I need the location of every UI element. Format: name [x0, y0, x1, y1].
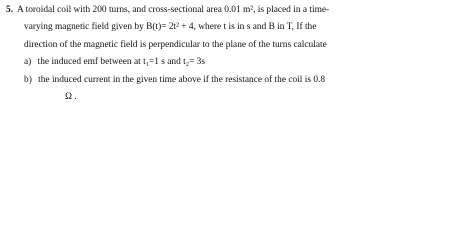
problem-text-line-1: A toroidal coil with 200 turns, and cross-sectional area 0.01 m², is placed in a time-	[17, 5, 330, 15]
part-b-text: the induced current in the given time above if the resistance of the coil is 0.8	[38, 74, 326, 85]
problem-number: 5.	[6, 5, 14, 15]
part-a	[24, 54, 205, 72]
part-b	[24, 72, 325, 90]
problem-text-line-3: direction of the magnetic field is perpendicular to the plane of the turns calculate	[24, 39, 327, 50]
part-b-continuation: Ω .	[65, 92, 77, 102]
problem-line-1	[6, 2, 329, 20]
part-b-label: b)	[24, 74, 32, 85]
part-a-label: a)	[24, 57, 32, 67]
problem-text-line-2: varying magnetic field given by B(t)= 2t² + 4, where t is in s and B in T, If the	[24, 22, 317, 32]
part-a-text: the induced emf between at t₁=1 s and t₂= 3s	[37, 57, 205, 67]
